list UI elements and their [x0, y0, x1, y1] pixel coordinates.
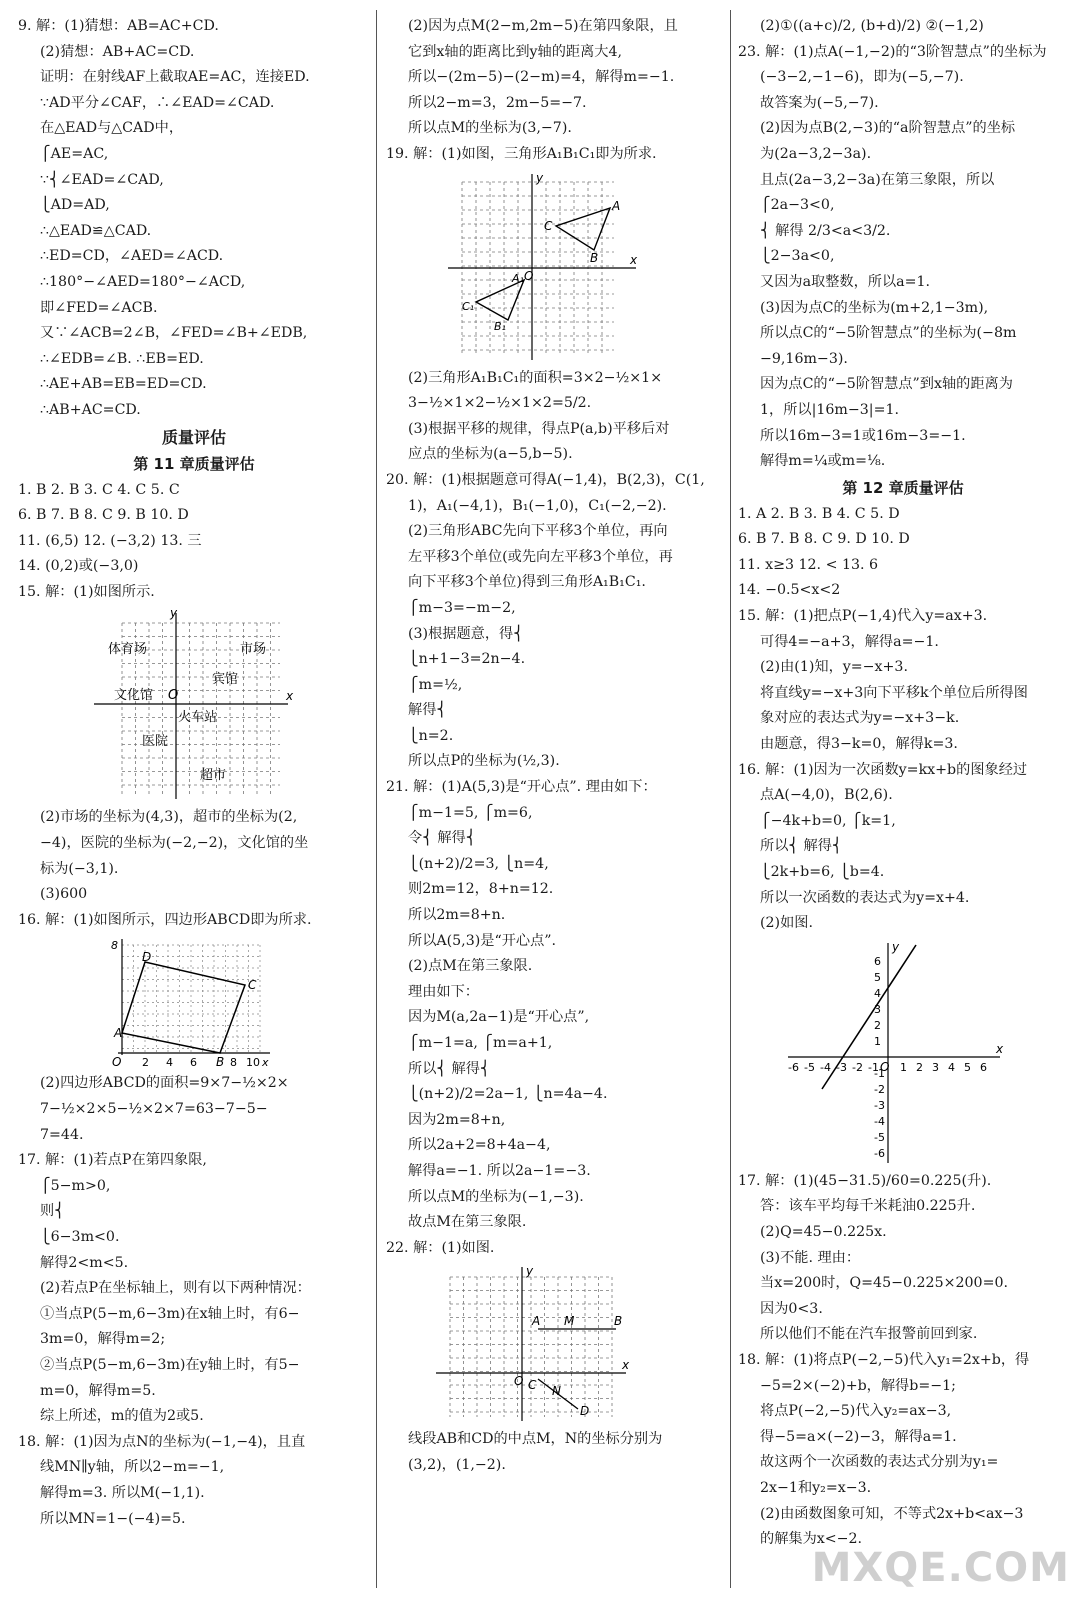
- text-line: 因为点C的“−5阶智慧点”到x轴的距离为: [760, 376, 1013, 393]
- text-line: 线MN∥y轴，所以2−m=−1,: [40, 1459, 225, 1476]
- svg-text:-2: -2: [874, 1082, 885, 1096]
- svg-text:6: 6: [874, 954, 881, 968]
- svg-text:-5: -5: [804, 1060, 815, 1074]
- text-line: 21. 解：(1)A(5,3)是“开心点”. 理由如下：: [386, 779, 657, 796]
- text-line: 6. B 7. B 8. C 9. D 10. D: [738, 531, 910, 548]
- svg-text:x: x: [286, 689, 294, 704]
- svg-text:4: 4: [874, 986, 881, 1000]
- text-line: (3)根据平移的规律，得点P(a,b)平移后对: [408, 420, 670, 437]
- quadrilateral-svg: [18, 935, 370, 1067]
- svg-text:2: 2: [916, 1060, 923, 1074]
- text-line: (2)三角形A₁B₁C₁的面积=3×2−½×1×: [408, 369, 663, 386]
- text-line: 11. (6,5) 12. (−3,2) 13. 三: [18, 532, 202, 549]
- text-line: ⎧5−m>0,: [40, 1177, 111, 1194]
- svg-text:5: 5: [964, 1060, 971, 1074]
- text-line: 它到x轴的距离比到y轴的距离大4,: [408, 43, 622, 60]
- text-line: 在△EAD与△CAD中，: [40, 120, 184, 137]
- triangle-svg: [386, 170, 726, 362]
- text-line: 线段AB和CD的中点M，N的坐标分别为: [408, 1431, 663, 1448]
- text-line: 左平移3个单位(或先向左平移3个单位，再: [408, 548, 673, 565]
- svg-text:4: 4: [948, 1060, 955, 1074]
- text-line: 得−5=a×(−2)−3，解得a=1.: [760, 1428, 957, 1445]
- column-3: [738, 14, 1068, 1553]
- seg-label-b: B: [614, 1314, 623, 1329]
- text-line: 15. 解：(1)把点P(−1,4)代入y=ax+3.: [738, 608, 988, 625]
- seg-axis-y: y: [526, 1264, 534, 1279]
- text-line: (2)点M在第三象限.: [408, 958, 533, 975]
- text-line: 则2m=12，8+n=12.: [408, 881, 554, 898]
- text-line: 7=44.: [40, 1126, 84, 1143]
- text-line: 解得2<m<5.: [40, 1254, 129, 1271]
- tri-label-a: A: [612, 198, 621, 213]
- text-line: 1)，A₁(−4,1)，B₁(−1,0)，C₁(−2,−2).: [408, 497, 667, 514]
- text-line: ①当点P(5−m,6−3m)在x轴上时，有6−: [40, 1305, 300, 1322]
- text-line: 1，所以|16m−3|=1.: [760, 401, 899, 418]
- text-line: (3)600: [40, 886, 88, 903]
- text-line: (2)三角形ABC先向下平移3个单位，再向: [408, 523, 668, 540]
- text-line: 所以点M的坐标为(−1,−3).: [408, 1188, 584, 1205]
- text-line: 所以16m−3=1或16m−3=−1.: [760, 427, 966, 444]
- text-line: 象对应的表达式为y=−x+3−k.: [760, 710, 960, 727]
- text-line: 所以点P的坐标为(½,3).: [408, 753, 560, 770]
- text-line: 18. 解：(1)因为点N的坐标为(−1,−4)，且直: [18, 1433, 306, 1450]
- svg-text:-4: -4: [874, 1114, 885, 1128]
- text-line: 答：该车平均每千米耗油0.225升.: [760, 1198, 976, 1215]
- quad-label-a: A: [114, 1026, 123, 1041]
- text-line: 所以点M的坐标为(3,−7).: [408, 120, 572, 137]
- quad-label-o: O: [112, 1055, 122, 1068]
- text-line: 15. 解：(1)如图所示.: [18, 583, 155, 600]
- text-line: 所以他们不能在汽车报警前回到家.: [760, 1326, 978, 1343]
- tri-axis-y: y: [536, 170, 544, 185]
- svg-text:-3: -3: [874, 1098, 885, 1112]
- segment-figure: [386, 1263, 726, 1423]
- text-line: (2)由(1)知，y=−x+3.: [760, 659, 908, 676]
- text-line: 解得m=3. 所以M(−1,1).: [40, 1484, 205, 1501]
- text-line: 所以2m=8+n.: [408, 907, 506, 924]
- text-line: 1. B 2. B 3. C 4. C 5. C: [18, 481, 180, 498]
- tri-label-c: C: [544, 218, 553, 233]
- text-line: ∴AE+AB=EB=ED=CD.: [40, 376, 207, 393]
- text-line: ⎩6−3m<0.: [40, 1229, 120, 1245]
- text-line: 因为M(a,2a−1)是“开心点”,: [408, 1009, 590, 1026]
- text-line: ②当点P(5−m,6−3m)在y轴上时，有5−: [40, 1356, 300, 1373]
- linear-graph-svg: [738, 939, 1068, 1165]
- map-grid-svg: [18, 607, 370, 801]
- text-line: 且点(2a−3,2−3a)在第三象限，所以: [760, 171, 995, 188]
- map-label-stadium: 体育场: [108, 642, 148, 658]
- heading-chapter-11: 第 11 章质量评估: [133, 454, 255, 473]
- text-line: ∵⎨∠EAD=∠CAD,: [40, 171, 164, 188]
- quad-label-c: C: [248, 978, 257, 993]
- text-line: −4)，医院的坐标为(−2,−2)，文化馆的坐: [40, 835, 309, 852]
- text-line: −5=2×(−2)+b，解得b=−1;: [760, 1377, 956, 1394]
- tri-axis-x: x: [630, 252, 638, 267]
- col3-block-b: [738, 502, 1068, 937]
- text-line: (2)市场的坐标为(4,3)，超市的坐标为(2,: [40, 809, 298, 826]
- quad-tick-4: 4: [166, 1056, 173, 1068]
- text-line: (2)猜想：AB+AC=CD.: [40, 43, 195, 60]
- text-line: ⎩2k+b=6, ⎩b=4.: [760, 864, 885, 880]
- text-line: 解得m=¼或m=⅛.: [760, 453, 886, 470]
- heading-chapter-12: 第 12 章质量评估: [842, 478, 964, 497]
- col2-block-b: [386, 366, 726, 1262]
- text-line: 17. 解：(1)(45−31.5)/60=0.225(升).: [738, 1172, 992, 1189]
- quad-label-b: B: [216, 1055, 225, 1068]
- column-1: [18, 14, 370, 1532]
- text-line: 所以−(2m−5)−(2−m)=4，解得m=−1.: [408, 69, 675, 86]
- seg-label-c: C: [528, 1378, 537, 1393]
- tri-label-a1: A₁: [512, 271, 524, 285]
- text-line: 所以一次函数的表达式为y=x+4.: [760, 889, 970, 906]
- heading-quality-assessment: 质量评估: [161, 427, 226, 447]
- text-line: ⎧AE=AC,: [40, 145, 109, 162]
- text-line: 因为2m=8+n,: [408, 1111, 506, 1128]
- text-line: 因为0<3.: [760, 1300, 823, 1317]
- quad-tick-8: 8: [230, 1056, 237, 1068]
- text-line: (2)四边形ABCD的面积=9×7−½×2×: [40, 1075, 289, 1092]
- text-line: 标为(−3,1).: [40, 860, 119, 877]
- quad-axis-x: x: [262, 1056, 269, 1068]
- quadrilateral-figure: [18, 935, 370, 1067]
- svg-text:5: 5: [874, 970, 881, 984]
- text-line: 19. 解：(1)如图，三角形A₁B₁C₁即为所求.: [386, 145, 657, 162]
- text-line: ⎧−4k+b=0, ⎧k=1,: [760, 812, 896, 829]
- seg-label-o: O: [514, 1374, 524, 1389]
- text-line: 当x=200时，Q=45−0.225×200=0.: [760, 1275, 1008, 1292]
- text-line: 所以⎨ 解得⎨: [408, 1060, 491, 1077]
- tri-label-b1: B₁: [494, 319, 506, 333]
- text-line: 的解集为x<−2.: [760, 1531, 863, 1548]
- text-line: 20. 解：(1)根据题意可得A(−1,4)，B(2,3)，C(1,: [386, 471, 705, 488]
- text-line: 所以A(5,3)是“开心点”.: [408, 932, 557, 949]
- seg-label-a: A: [532, 1314, 541, 1329]
- text-line: (3)不能. 理由：: [760, 1249, 861, 1266]
- text-line: 1. A 2. B 3. B 4. C 5. D: [738, 505, 900, 522]
- text-line: (2)①((a+c)/2, (b+d)/2) ②(−1,2): [760, 18, 984, 34]
- seg-label-m: M: [564, 1314, 575, 1329]
- text-line: ⎧m=½,: [408, 676, 463, 693]
- svg-text:O: O: [168, 688, 179, 704]
- text-line: (3)根据题意，得⎨: [408, 625, 524, 642]
- text-line: 证明：在射线AF上截取AE=AC，连接ED.: [40, 69, 310, 86]
- text-line: ⎩n+1−3=2n−4.: [408, 651, 526, 668]
- text-line: (2)因为点B(2,−3)的“a阶智慧点”的坐标: [760, 120, 1016, 137]
- text-line: 又因为a取整数，所以a=1.: [760, 273, 931, 290]
- text-line: 将点P(−2,−5)代入y₂=ax−3,: [760, 1403, 952, 1420]
- text-line: ⎩(n+2)/2=3, ⎩n=4,: [408, 855, 549, 872]
- svg-text:-1: -1: [868, 1060, 879, 1074]
- text-line: 16. 解：(1)如图所示，四边形ABCD即为所求.: [18, 911, 312, 928]
- map-label-culture: 文化馆: [114, 688, 154, 704]
- quad-tick-2: 2: [142, 1056, 149, 1068]
- text-line: (2)由函数图象可知，不等式2x+b<ax−3: [760, 1505, 1024, 1522]
- text-line: ⎧2a−3<0,: [760, 197, 835, 214]
- tri-label-o: O: [524, 268, 534, 283]
- text-line: ⎧m−3=−m−2,: [408, 599, 516, 616]
- text-line: 点A(−4,0)，B(2,6).: [760, 787, 893, 804]
- col1-block-b: [18, 478, 370, 606]
- tri-label-c1: C₁: [462, 299, 475, 313]
- text-line: 将直线y=−x+3向下平移k个单位后所得图: [760, 684, 1028, 701]
- text-line: 则⎨: [40, 1203, 65, 1220]
- text-line: 11. x≥3 12. < 13. 6: [738, 556, 879, 573]
- graph-axis-x: x: [996, 1041, 1004, 1056]
- text-line: ⎩2−3a<0,: [760, 248, 835, 265]
- triangle-figure: [386, 170, 726, 362]
- text-line: 2x−1和y₂=x−3.: [760, 1479, 872, 1496]
- col2-block-c: [386, 1427, 726, 1478]
- text-line: 16. 解：(1)因为一次函数y=kx+b的图象经过: [738, 761, 1028, 778]
- text-line: 又∵∠ACB=2∠B，∠FED=∠B+∠EDB,: [40, 325, 308, 342]
- text-line: 解得⎨: [408, 702, 448, 719]
- text-line: 14. −0.5<x<2: [738, 582, 841, 599]
- seg-axis-x: x: [622, 1358, 630, 1373]
- text-line: 23. 解：(1)点A(−1,−2)的“3阶智慧点”的坐标为: [738, 43, 1047, 60]
- text-line: 7−½×2×5−½×2×7=63−7−5−: [40, 1101, 268, 1118]
- linear-graph-figure: [738, 939, 1068, 1165]
- text-line: ∴∠EDB=∠B. ∴EB=ED.: [40, 350, 204, 367]
- text-line: 故点M在第三象限.: [408, 1214, 527, 1231]
- text-line: 14. (0,2)或(−3,0): [18, 558, 139, 575]
- text-line: 17. 解：(1)若点P在第四象限,: [18, 1152, 207, 1169]
- col3-block-a: [738, 14, 1068, 475]
- col1-block-d: [18, 1071, 370, 1532]
- map-label-market: 市场: [240, 642, 267, 658]
- col3-block-c: [738, 1169, 1068, 1553]
- text-line: (2)若点P在坐标轴上，则有以下两种情况：: [40, 1280, 311, 1297]
- text-line: 可得4=−a+3，解得a=−1.: [760, 633, 939, 650]
- svg-text:1: 1: [900, 1060, 907, 1074]
- segment-svg: [386, 1263, 726, 1423]
- text-line: ∴AB+AC=CD.: [40, 401, 141, 418]
- text-line: 向下平移3个单位)得到三角形A₁B₁C₁.: [408, 574, 646, 591]
- col2-block-a: [386, 14, 726, 168]
- text-line: 解得a=−1. 所以2a−1=−3.: [408, 1162, 591, 1179]
- text-line: (2)Q=45−0.225x.: [760, 1223, 887, 1240]
- text-line: (2)如图.: [760, 915, 813, 932]
- column-2: [386, 14, 726, 1479]
- text-line: ⎩(n+2)/2=2a−1, ⎩n=4a−4.: [408, 1086, 608, 1103]
- map-label-hospital: 医院: [142, 734, 169, 750]
- text-line: 22. 解：(1)如图.: [386, 1239, 495, 1256]
- text-line: 所以2a+2=8+4a−4,: [408, 1137, 551, 1154]
- text-line: m=0，解得m=5.: [40, 1382, 156, 1399]
- svg-text:-4: -4: [820, 1060, 831, 1074]
- text-line: ∴ED=CD，∠AED=∠ACD.: [40, 248, 224, 265]
- text-line: −9,16m−3).: [760, 350, 848, 367]
- text-line: 6. B 7. B 8. C 9. B 10. D: [18, 507, 189, 524]
- seg-label-n: N: [552, 1384, 561, 1399]
- text-line: 9. 解：(1)猜想：AB=AC+CD.: [18, 18, 219, 34]
- seg-label-d: D: [580, 1404, 590, 1419]
- column-divider-1: [376, 10, 377, 1588]
- text-line: ∴△EAD≌△CAD.: [40, 222, 152, 239]
- svg-text:-6: -6: [874, 1146, 885, 1160]
- quad-tick-10: 10: [246, 1056, 260, 1068]
- map-grid-figure: [18, 607, 370, 801]
- text-line: ⎩AD=AD,: [40, 197, 110, 214]
- column-divider-2: [730, 10, 731, 1588]
- text-line: (3,2)，(1,−2).: [408, 1456, 506, 1473]
- graph-label-o: O: [880, 1059, 890, 1074]
- svg-text:6: 6: [980, 1060, 987, 1074]
- text-line: 应点的坐标为(a−5,b−5).: [408, 446, 573, 463]
- text-line: (−3−2,−1−6)，即为(−5,−7).: [760, 69, 964, 86]
- text-line: ∴180°−∠AED=180°−∠ACD,: [40, 273, 246, 290]
- text-line: 3−½×1×2−½×1×2=5/2.: [408, 395, 592, 412]
- text-line: 3m=0，解得m=2;: [40, 1331, 166, 1348]
- quad-tick-6: 6: [190, 1056, 197, 1068]
- svg-text:-3: -3: [836, 1060, 847, 1074]
- svg-text:3: 3: [932, 1060, 939, 1074]
- text-line: 故这两个一次函数的表达式分别为y₁=: [760, 1454, 999, 1471]
- svg-text:1: 1: [874, 1034, 881, 1048]
- svg-text:-2: -2: [852, 1060, 863, 1074]
- text-line: 综上所述，m的值为2或5.: [40, 1408, 204, 1425]
- text-line: ∵AD平分∠CAF，∴∠EAD=∠CAD.: [40, 94, 275, 111]
- svg-text:-5: -5: [874, 1130, 885, 1144]
- text-line: ⎨ 解得 2/3<a<3/2.: [760, 222, 891, 239]
- text-line: ⎩n=2.: [408, 727, 454, 744]
- col1-block-a: [18, 14, 370, 424]
- text-line: 为(2a−3,2−3a).: [760, 145, 872, 162]
- graph-axis-y: y: [892, 939, 900, 954]
- text-line: 所以⎨ 解得⎨: [760, 838, 843, 855]
- text-line: ⎧m−1=a, ⎧m=a+1,: [408, 1035, 553, 1051]
- map-label-supermarket: 超市: [200, 768, 227, 784]
- text-line: (3)因为点C的坐标为(m+2,1−3m),: [760, 299, 989, 316]
- text-line: 即∠FED=∠ACB.: [40, 299, 158, 316]
- text-line: 理由如下：: [408, 983, 479, 1000]
- map-label-hotel: 宾馆: [212, 672, 239, 688]
- watermark: MXQE.COM: [811, 1545, 1070, 1591]
- text-line: 所以点C的“−5阶智慧点”的坐标为(−8m: [760, 325, 1017, 342]
- svg-text:3: 3: [874, 1002, 881, 1016]
- text-line: 所以2−m=3，2m−5=−7.: [408, 94, 587, 111]
- text-line: 18. 解：(1)将点P(−2,−5)代入y₁=2x+b，得: [738, 1351, 1030, 1368]
- text-line: 所以MN=1−(−4)=5.: [40, 1510, 186, 1527]
- svg-text:2: 2: [874, 1018, 881, 1032]
- svg-text:8: 8: [111, 939, 118, 953]
- text-line: (2)因为点M(2−m,2m−5)在第四象限，且: [408, 18, 678, 34]
- text-line: ⎧m−1=5, ⎧m=6,: [408, 804, 533, 821]
- svg-text:y: y: [170, 607, 178, 621]
- text-line: 故答案为(−5,−7).: [760, 94, 879, 111]
- tri-label-b: B: [590, 250, 599, 265]
- quad-label-d: D: [142, 950, 152, 965]
- text-line: 由题意，得3−k=0，解得k=3.: [760, 736, 958, 753]
- col1-block-c: [18, 805, 370, 933]
- svg-text:-6: -6: [788, 1060, 799, 1074]
- map-label-station: 火车站: [178, 710, 218, 726]
- svg-text:-1: -1: [874, 1066, 885, 1080]
- text-line: 令⎨ 解得⎨: [408, 830, 477, 847]
